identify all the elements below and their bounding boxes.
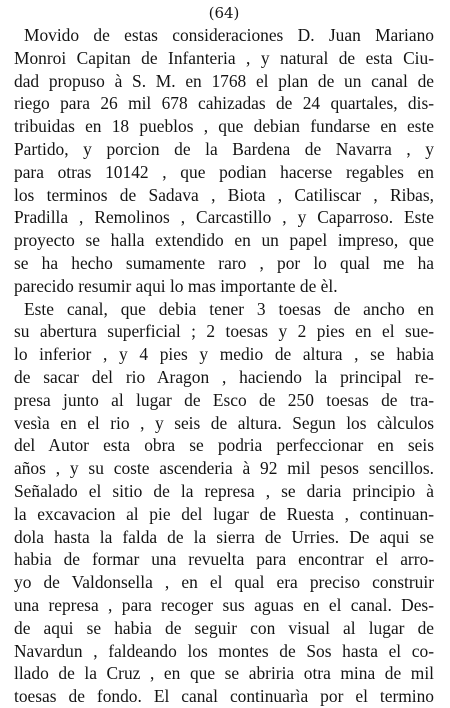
text-line: yo de Valdonsella , en el qual era preciso construir [14,572,434,593]
text-line: Partido, y porcion de la Bardena de Navarra , y [14,138,434,159]
text-line: los terminos de Sadava , Biota , Catiliscar , Ribas, [14,184,434,205]
text-line: de aqui se habia de seguir con visual al lugar de [14,617,434,638]
text-line: parecido resumir aqui lo mas importante de èl. [14,275,338,296]
text-line: para otras 10142 , que podian hacerse regables en [14,161,434,182]
text-line: dola hasta la falda de la sierra de Urries. De aqui se [14,526,434,547]
page-number: (64) [208,4,240,22]
text-line: de sacar del rio Aragon , haciendo la principal re- [14,366,434,387]
text-line: Monroi Capitan de Infanteria , y natural de esta Ciu- [14,47,434,68]
text-line: presa junto al lugar de Esco de 250 toesas de tra- [14,389,434,410]
text-line: su abertura superficial ; 2 toesas y 2 pies en el sue- [14,321,434,342]
text-line: una represa , para recoger sus aguas en el canal. Des- [14,594,434,615]
text-line: llado de la Cruz , en que se abriria otra mina de mil [14,663,434,684]
text-line: riego para 26 mil 678 cahizadas de 24 quartales, dis- [14,93,434,114]
text-line: lo inferior , y 4 pies y medio de altura , se habia [14,344,434,365]
text-line: Este canal, que debia tener 3 toesas de ancho en [24,298,434,319]
text-line: la excavacion al pie del lugar de Ruesta , continuan- [14,503,434,524]
text-line: Movido de estas consideraciones D. Juan Mariano [24,25,434,45]
text-line: Navardun , faldeando los montes de Sos hasta el co- [14,640,434,661]
text-line: dad propuso à S. M. en 1768 el plan de un canal de [14,70,434,91]
text-line: habia de formar una revuelta para encontrar el arro- [14,549,434,570]
text-line: se ha hecho sumamente raro , por lo qual me ha [14,252,434,273]
text-line: tribuidas en 18 pueblos , que debian fundarse en este [14,116,434,137]
text-line: Pradilla , Remolinos , Carcastillo , y Caparroso. Este [14,207,434,228]
text-line: toesas de fondo. El canal continuarìa por el termino [14,686,434,707]
text-line: años , y su coste ascenderia à 92 mil pesos sencillos. [14,458,434,479]
text-line: proyecto se halla extendido en un papel impreso, que [14,230,434,251]
text-line: vesìa en el rio , y seis de altura. Segun los càlculos [14,412,434,433]
text-line: del Autor esta obra se podria perfeccionar en seis [14,435,434,456]
text-line: Señalado el sitio de la represa , se daria principio à [14,480,434,501]
